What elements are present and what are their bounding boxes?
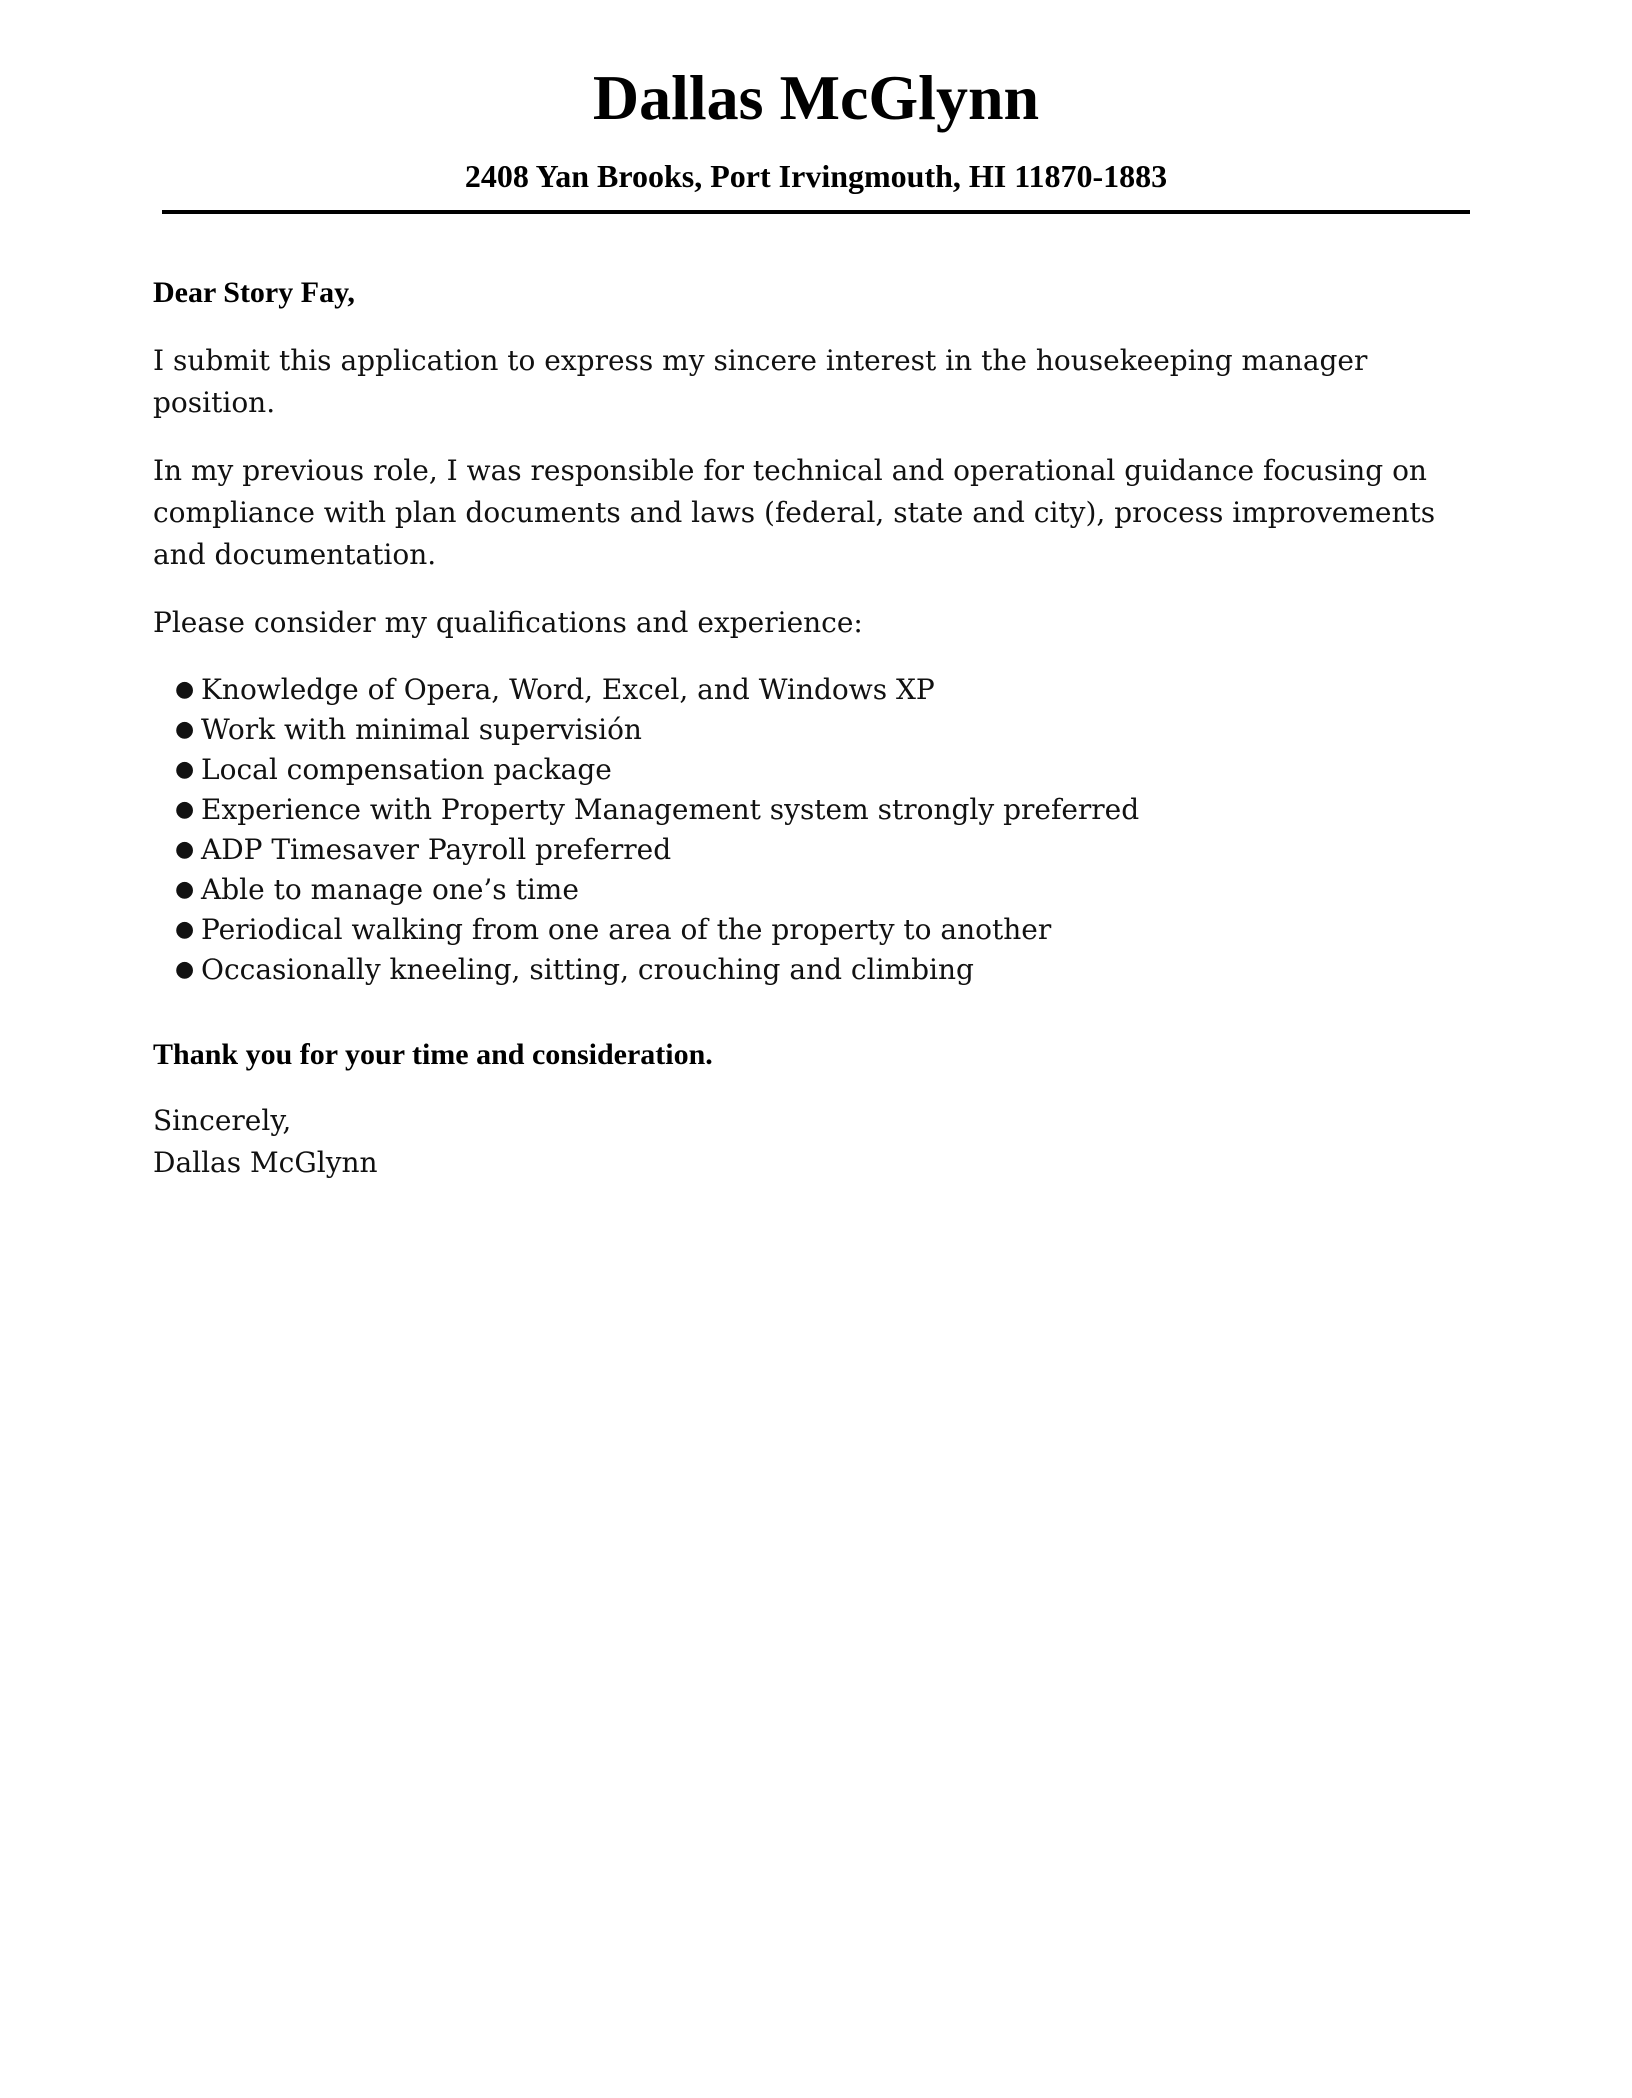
list-item-text: Experience with Property Management system strongly preferred	[201, 793, 1140, 826]
bullet-icon: ●	[175, 677, 195, 702]
list-item	[175, 910, 1473, 950]
bullet-icon: ●	[175, 837, 195, 862]
bullet-icon: ●	[175, 877, 195, 902]
list-item	[175, 950, 1473, 990]
list-item	[175, 870, 1473, 910]
letter-body	[153, 272, 1473, 1184]
qualifications-intro: Please consider my qualifications and experience:	[153, 606, 863, 639]
bullet-icon: ●	[175, 717, 195, 742]
bullet-icon: ●	[175, 957, 195, 982]
list-item	[175, 830, 1473, 870]
header-divider	[162, 210, 1470, 214]
bullet-icon: ●	[175, 917, 195, 942]
list-item-text: Occasionally kneeling, sitting, crouching and climbing	[201, 953, 974, 986]
closing: Sincerely,	[153, 1104, 292, 1137]
letter-header	[162, 62, 1470, 194]
intro-paragraph: I submit this application to express my sincere interest in the housekeeping manager position.	[153, 344, 1368, 419]
list-item-text: Work with minimal supervisión	[201, 713, 642, 746]
list-item	[175, 750, 1473, 790]
list-item-text: Knowledge of Opera, Word, Excel, and Windows XP	[201, 673, 935, 706]
qualifications-list	[153, 670, 1473, 990]
bullet-icon: ●	[175, 757, 195, 782]
experience-paragraph: In my previous role, I was responsible for technical and operational guidance focusing on compliance with plan documents and laws (federal, state and city), process improvements and documentation.	[153, 454, 1436, 571]
bullet-icon: ●	[175, 797, 195, 822]
list-item-text: Able to manage one’s time	[201, 873, 579, 906]
list-item	[175, 790, 1473, 830]
list-item-text: Local compensation package	[201, 753, 612, 786]
sender-name: Dallas McGlynn	[592, 62, 1040, 133]
sender-address: 2408 Yan Brooks, Port Irvingmouth, HI 11870-1883	[464, 158, 1168, 194]
signature-name: Dallas McGlynn	[153, 1146, 378, 1179]
list-item-text: Periodical walking from one area of the property to another	[201, 913, 1052, 946]
salutation: Dear Story Fay,	[153, 276, 355, 309]
thank-you-line: Thank you for your time and consideration.	[153, 1038, 713, 1071]
list-item	[175, 670, 1473, 710]
list-item-text: ADP Timesaver Payroll preferred	[201, 833, 672, 866]
list-item	[175, 710, 1473, 750]
